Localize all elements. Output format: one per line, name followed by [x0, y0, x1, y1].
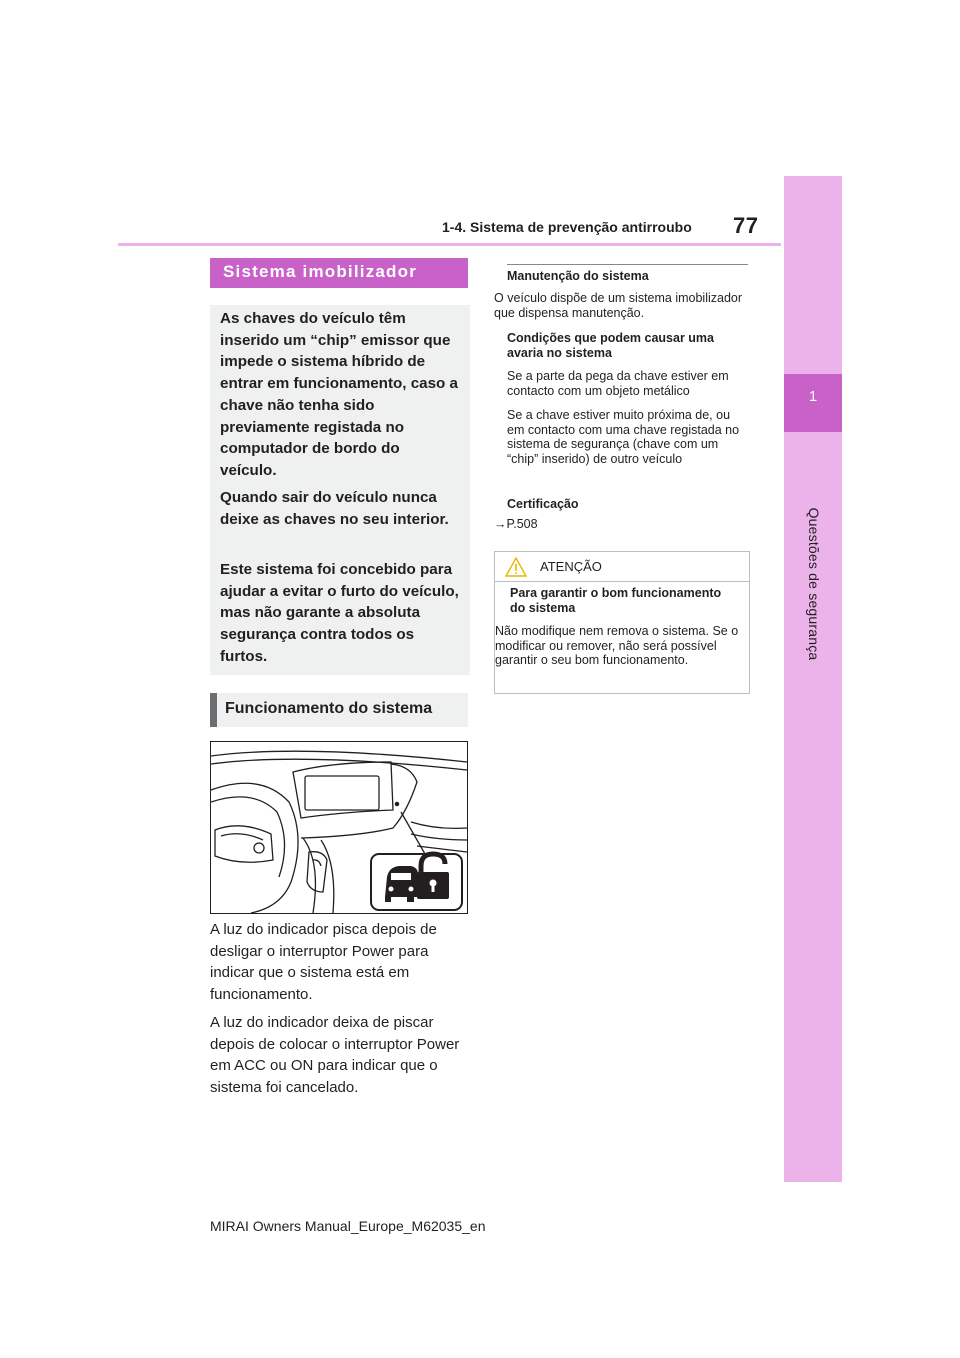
intro-box	[210, 305, 470, 675]
condition-item-1: Se a parte da pega da chave estiver em contacto com um objeto metálico	[507, 369, 729, 398]
warning-header-rule	[495, 581, 749, 582]
certification-ref: →P.508	[494, 517, 538, 531]
warning-title: ATENÇÃO	[540, 559, 602, 574]
operation-paragraph-2: A luz do indicador deixa de piscar depois de colocar o interruptor Power em ACC ou ON para indicar que o sistema foi cancelado.	[210, 1014, 460, 1097]
conditions-title: Condições que podem causar uma avaria no sistema	[507, 331, 714, 360]
heading-immobilizer	[210, 258, 468, 288]
chapter-number: 1	[808, 388, 818, 405]
dashboard-drawing	[211, 742, 467, 913]
chapter-title: Questões de segurança	[806, 507, 822, 661]
page-number: 77	[733, 213, 759, 238]
intro-paragraph-2: Quando sair do veículo nunca deixe as chaves no seu interior.	[220, 489, 449, 528]
certification-title: Certificação	[507, 497, 579, 511]
warning-box	[494, 551, 750, 694]
operation-paragraph-1: A luz do indicador pisca depois de desligar o interruptor Power para indicar que o sistema está em funcionamento.	[210, 921, 437, 1004]
right-top-rule	[507, 264, 748, 265]
warning-text: Não modifique nem remova o sistema. Se o modificar ou remover, não será possível garantir o seu bom funcionamento.	[495, 624, 739, 667]
footer-text: MIRAI Owners Manual_Europe_M62035_en	[210, 1218, 486, 1234]
warning-triangle-icon	[505, 557, 527, 577]
section-title: 1-4. Sistema de prevenção antirroubo	[442, 219, 692, 235]
maintenance-text: O veículo dispõe de um sistema imobilizador que dispensa manutenção.	[494, 291, 743, 320]
dashboard-illustration	[210, 741, 468, 914]
condition-item-2: Se a chave estiver muito próxima de, ou em contacto com uma chave registada no sistema de segurança (chave com um “chip” inserido) de outro veículo	[507, 408, 740, 466]
heading-operation	[210, 693, 468, 727]
heading-immobilizer-text: Sistema imobilizador	[223, 262, 418, 281]
intro-paragraph-3: Este sistema foi concebido para ajudar a evitar o furto do veículo, mas não garante a absoluta segurança contra todos os furtos.	[220, 561, 459, 665]
header-rule	[118, 243, 781, 246]
chapter-side-tab	[784, 176, 842, 1182]
intro-paragraph-1: As chaves do veículo têm inserido um “chip” emissor que impede o sistema híbrido de entrar em funcionamento, caso a chave não tenha sido previamente registada no computador de bordo do veículo.	[220, 310, 459, 479]
maintenance-title: Manutenção do sistema	[507, 269, 649, 283]
warning-subtitle: Para garantir o bom funcionamento do sistema	[510, 586, 722, 615]
heading-operation-text: Funcionamento do sistema	[225, 700, 433, 717]
immobilizer-indicator-icon	[371, 854, 462, 910]
